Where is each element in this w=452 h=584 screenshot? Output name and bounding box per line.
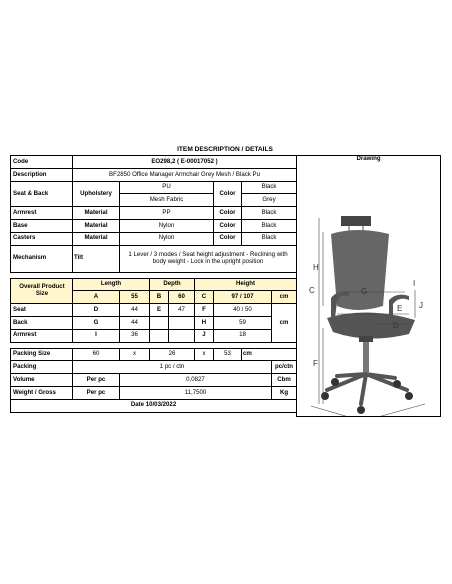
- seat-back-label: Seat & Back: [11, 181, 73, 207]
- armrest-color: Black: [242, 207, 297, 220]
- dim-row-v2: [169, 316, 195, 329]
- sheet-title: ITEM DESCRIPTION / DETAILS: [177, 146, 273, 153]
- dim-row-k3: J: [195, 329, 214, 342]
- packing-unit: pc/ctn: [272, 361, 297, 374]
- dim-row-label: Back: [11, 316, 73, 329]
- casters-label: Casters: [11, 232, 73, 245]
- seat-shape: [327, 313, 415, 339]
- base-color-label: Color: [214, 219, 242, 232]
- casters-material: Nylon: [120, 232, 214, 245]
- description-label: Description: [11, 168, 73, 181]
- packing-label: Packing: [11, 361, 73, 374]
- seat-back-color-label: Color: [214, 181, 242, 207]
- drawing-letter-i: I: [413, 279, 416, 289]
- gas-lift-shape: [363, 342, 369, 372]
- dim-row-k1: I: [73, 329, 120, 342]
- dim-row-v1: 36: [120, 329, 150, 342]
- armrest-material: PP: [120, 207, 214, 220]
- length-header: Length: [73, 278, 150, 291]
- volume-unit: Cbm: [272, 374, 297, 387]
- dim-a-key: A: [73, 291, 120, 304]
- dim-row-v3: 18: [214, 329, 272, 342]
- drawing-cell: [297, 168, 441, 427]
- seat-back-color-2: Grey: [242, 194, 297, 207]
- weight-label: Weight / Gross: [11, 386, 73, 399]
- dim-b-value: 60: [169, 291, 195, 304]
- weight-value: 11,7500: [120, 386, 272, 399]
- base-color: Black: [242, 219, 297, 232]
- casters-color: Black: [242, 232, 297, 245]
- dim-row-v1: 44: [120, 316, 150, 329]
- dim-unit: cm: [272, 291, 297, 304]
- drawing-label: Drawing: [356, 155, 381, 162]
- casters-sublabel: Material: [73, 232, 120, 245]
- height-header: Height: [195, 278, 297, 291]
- volume-per: Per pc: [73, 374, 120, 387]
- packing-size-label: Packing Size: [11, 348, 73, 361]
- dim-row-k1: G: [73, 316, 120, 329]
- drawing-letter-e: E: [397, 304, 403, 314]
- code-label: Code: [11, 156, 73, 169]
- date-stamp: Date 10/03/2022: [11, 399, 297, 412]
- dim-row-v2: [169, 329, 195, 342]
- dim-row-label: Armrest: [11, 329, 73, 342]
- drawing-letter-f: F: [313, 359, 318, 369]
- volume-value: 0,0827: [120, 374, 272, 387]
- drawing-letter-h: H: [313, 263, 319, 273]
- dim-b-key: B: [150, 291, 169, 304]
- armrest-label: Armrest: [11, 207, 73, 220]
- base-sublabel: Material: [73, 219, 120, 232]
- depth-header: Depth: [150, 278, 195, 291]
- dim-c-value: 97 / 107: [214, 291, 272, 304]
- base-shape: [327, 374, 407, 404]
- packing-size-x2: x: [195, 348, 214, 361]
- seat-back-color-1: Black: [242, 181, 297, 194]
- weight-per: Per pc: [73, 386, 120, 399]
- dim-row-k2: E: [150, 304, 169, 317]
- chair-drawing: C H F G I J E D B A: [297, 168, 441, 416]
- dim-rows-unit: cm: [272, 304, 297, 342]
- chair-back-shape: [331, 230, 389, 310]
- armrest-sublabel: Material: [73, 207, 120, 220]
- headrest-shape: [341, 216, 371, 226]
- dim-row-k3: F: [195, 304, 214, 317]
- dim-row-v2: 47: [169, 304, 195, 317]
- details-table: [10, 155, 441, 427]
- drawing-letter-c: C: [309, 286, 315, 296]
- armrest-color-label: Color: [214, 207, 242, 220]
- dim-a-value: 55: [120, 291, 150, 304]
- drawing-letter-d: D: [393, 321, 399, 331]
- dim-row-label: Seat: [11, 304, 73, 317]
- packing-value: 1 pc / ctn: [73, 361, 272, 374]
- item-details-sheet: [10, 144, 440, 427]
- seat-back-material-1: PU: [120, 181, 214, 194]
- drawing-letter-j: J: [419, 301, 424, 311]
- drawing-letter-g: G: [361, 287, 368, 297]
- dim-row-k3: H: [195, 316, 214, 329]
- base-label: Base: [11, 219, 73, 232]
- weight-unit: Kg: [272, 386, 297, 399]
- drawing-letter-a: A: [401, 415, 407, 425]
- description-value: BF2850 Office Manager Armchair Grey Mesh / Black Pu: [73, 168, 297, 181]
- volume-label: Volume: [11, 374, 73, 387]
- base-material: Nylon: [120, 219, 214, 232]
- mechanism-value: 1 Lever / 3 modes / Seat height adjustment - Reclining with body weight - Lock in the upright position: [120, 245, 297, 272]
- dim-c-key: C: [195, 291, 214, 304]
- packing-size-x1: x: [120, 348, 150, 361]
- dim-row-k2: [150, 316, 169, 329]
- mechanism-label: Mechanism: [11, 245, 73, 272]
- dim-row-k2: [150, 329, 169, 342]
- dim-row-v3: 59: [214, 316, 272, 329]
- packing-size-v2: 26: [150, 348, 195, 361]
- mechanism-sublabel: Tilt: [73, 245, 120, 272]
- drawing-header: [297, 156, 441, 169]
- dim-row-v1: 44: [120, 304, 150, 317]
- dim-row-k1: D: [73, 304, 120, 317]
- packing-size-unit: cm: [242, 348, 297, 361]
- seat-back-material-2: Mesh Fabric: [120, 194, 214, 207]
- overall-size-label: Overall Product Size: [11, 278, 73, 304]
- packing-size-v1: 60: [73, 348, 120, 361]
- casters-color-label: Color: [214, 232, 242, 245]
- seat-back-sublabel: Upholstery: [73, 181, 120, 207]
- code-value: EO298,2 ( E-00017052 ): [73, 156, 297, 169]
- dim-row-v3: 40 / 50: [214, 304, 272, 317]
- packing-size-v3: 53: [214, 348, 242, 361]
